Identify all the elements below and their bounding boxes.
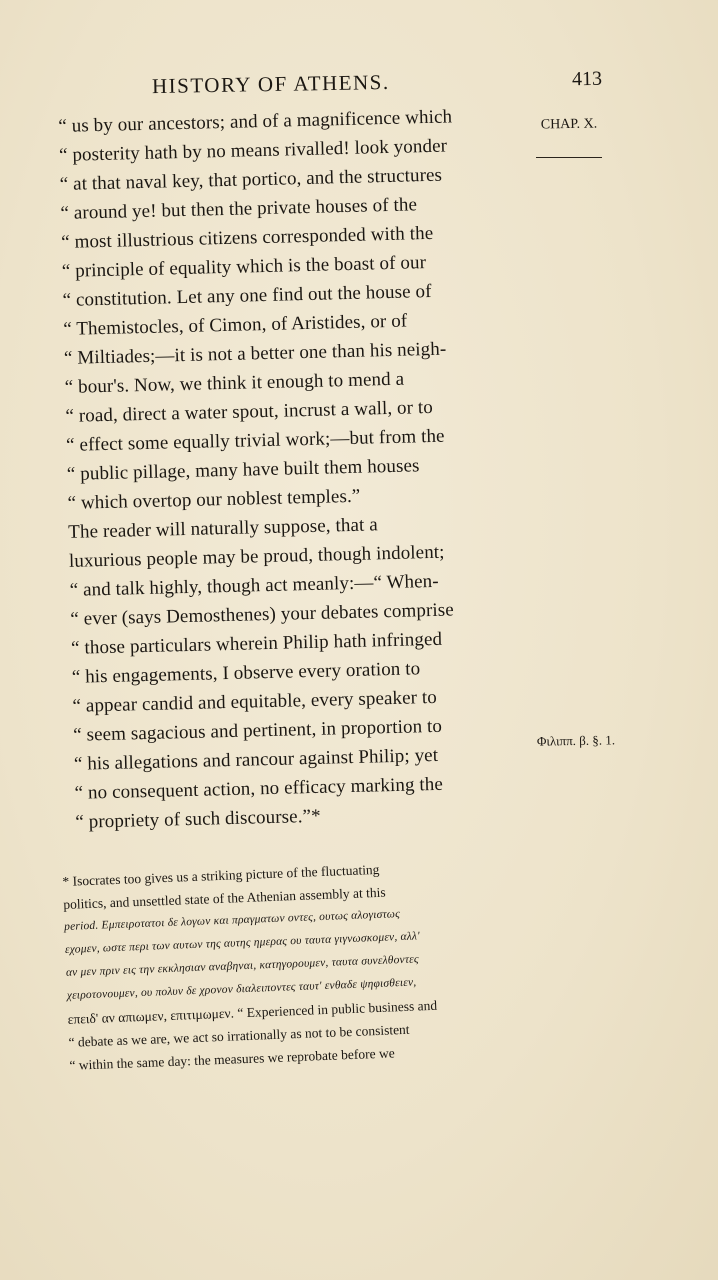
footnote-line: επειδ' αν απιωμεν, επιτιμωμεν. “ Experienced in public business and: [67, 997, 438, 1027]
body-line: “ effect some equally trivial work;—but from the: [65, 425, 445, 456]
footnote-line: politics, and unsettled state of the Athenian assembly at this: [63, 884, 386, 912]
main-text: [58, 100, 556, 837]
body-line: “ those particulars wherein Philip hath infringed: [70, 628, 443, 659]
body-line: The reader will naturally suppose, that a: [68, 514, 379, 543]
footnote-greek-line: period. Εμπειροτατοι δε λογων και πραγματων οντες, ουτως αλογιστως: [63, 908, 401, 933]
body-line: “ most illustrious citizens corresponded with the: [60, 222, 434, 253]
body-line: “ seem sagacious and pertinent, in proportion to: [72, 715, 443, 746]
body-line: “ propriety of such discourse.”*: [75, 805, 321, 833]
footnote-line: “ debate as we are, we act so irrationally as not to be consistent: [68, 1021, 410, 1050]
body-line: “ constitution. Let any one find out the house of: [62, 280, 432, 311]
footnote-greek-line: αν μεν πριν εις την εκκλησιαν αναβηναι, κατηγορουμεν, ταυτα συνελθοντες: [65, 953, 419, 979]
body-line: “ at that naval key, that portico, and the structures: [59, 164, 443, 195]
body-line: “ no consequent action, no efficacy marking the: [74, 773, 444, 804]
body-line: “ bour's. Now, we think it enough to mend a: [64, 368, 405, 398]
page-header: [0, 68, 718, 98]
body-line: “ Miltiades;—it is not a better one than his neigh-: [63, 338, 447, 369]
body-line: “ Themistocles, of Cimon, of Aristides, or of: [63, 310, 408, 340]
chapter-margin-note: CHAP. X.: [540, 116, 598, 133]
body-line: “ his allegations and rancour against Philip; yet: [73, 744, 439, 775]
chapter-rule: [536, 157, 602, 158]
footnote: [62, 852, 550, 1077]
body-line: luxurious people may be proud, though indolent;: [68, 541, 445, 572]
body-line: “ around ye! but then the private houses of the: [60, 194, 418, 224]
body-line: “ public pillage, many have built them houses: [66, 455, 420, 485]
body-line: “ and talk highly, though act meanly:—“ When-: [69, 570, 439, 601]
body-line: “ posterity hath by no means rivalled! look yonder: [58, 135, 448, 166]
running-head: HISTORY OF ATHENS.: [151, 69, 390, 99]
page-number: 413: [571, 67, 603, 91]
footnote-line: “ within the same day: the measures we reprobate before we: [69, 1045, 395, 1073]
reference-margin-note: Φιλιππ. β. §. 1.: [536, 732, 616, 749]
body-line: “ us by our ancestors; and of a magnificence which: [58, 106, 453, 137]
body-line: “ appear candid and equitable, every speaker to: [72, 686, 438, 717]
body-line: “ road, direct a water spout, incrust a wall, or to: [65, 396, 434, 427]
footnote-greek-line: εχομεν, ωστε περι των αυτων της αυτης ημερας ου ταυτα γιγνωσκομεν, αλλ': [64, 930, 420, 956]
footnote-greek-line: χειροτονουμεν, ου πολυν δε χρονον διαλειποντες ταυτ' ενθαδε ψηφισθειεν,: [66, 976, 417, 1002]
body-line: “ his engagements, I observe every oration to: [71, 658, 421, 688]
body-line: “ which overtop our noblest temples.”: [67, 485, 361, 514]
body-line: “ principle of equality which is the boast of our: [61, 252, 427, 282]
body-line: “ ever (says Demosthenes) your debates comprise: [70, 599, 455, 630]
footnote-line: * Isocrates too gives us a striking picture of the fluctuating: [62, 861, 380, 889]
